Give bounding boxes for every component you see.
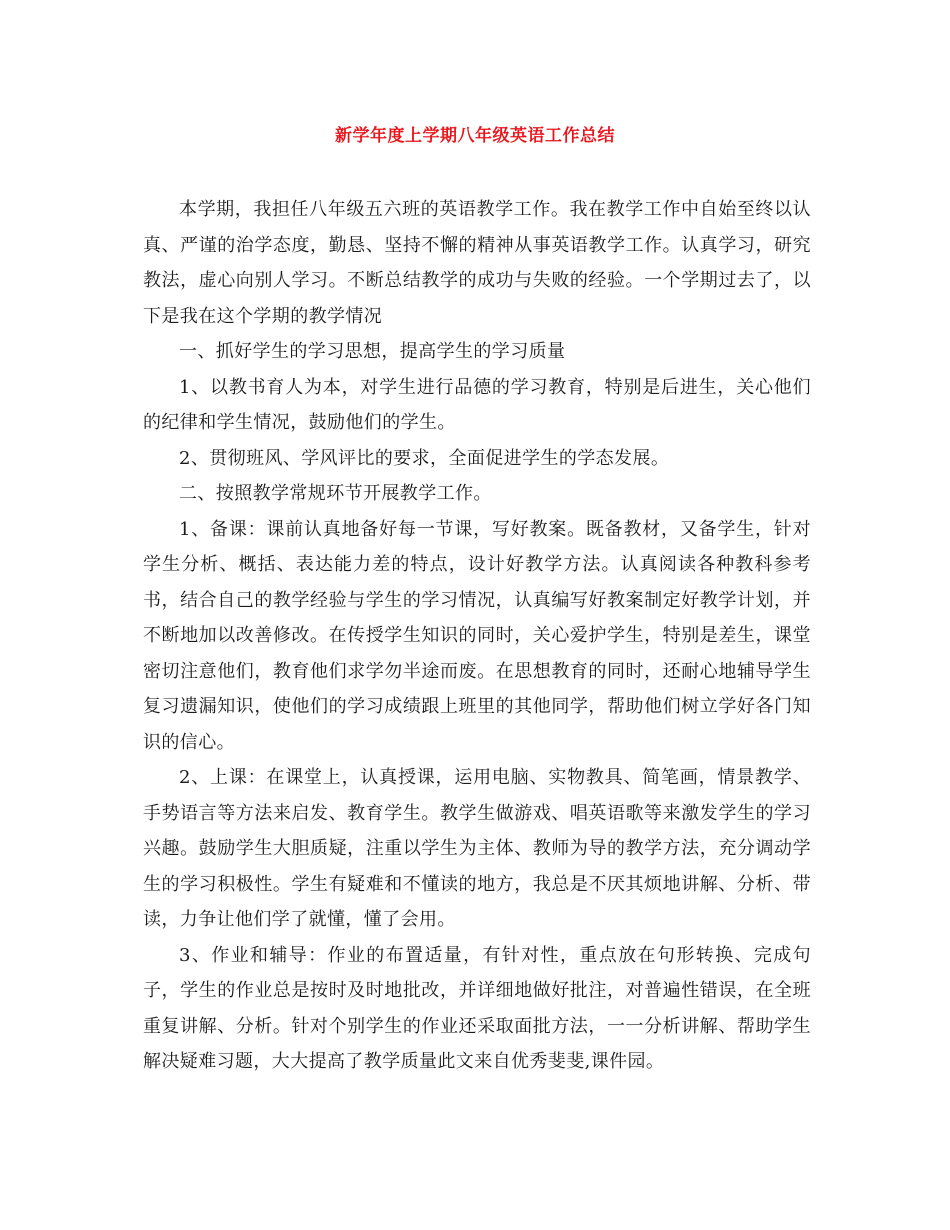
paragraph-item: 1、以教书育人为本，对学生进行品德的学习教育，特别是后进生，关心他们的纪律和学生情况，鼓励他们的学生。 [143,376,811,433]
paragraph-item: 1、备课：课前认真地备好每一节课，写好教案。既备教材，又备学生，针对学生分析、概括、表达能力差的特点，设计好教学方法。认真阅读各种教科参考书，结合自己的教学经验与学生的学习情况，认真编写好教案制定好教学计划，并不断地加以改善修改。在传授学生知识的同时，关心爱护学生，特别是差生，课堂密切注意他们，教育他们求学勿半途而废。在思想教育的同时，还耐心地辅导学生复习遗漏知识，使他们的学习成绩跟上班里的其他同学，帮助他们树立学好各门知识的信心。 [143,518,811,753]
document-body [143,192,811,1080]
paragraph-item: 3、作业和辅导：作业的布置适量，有针对性，重点放在句形转换、完成句子，学生的作业总是按时及时地批改，并详细地做好批注，对普遍性错误，在全班重复讲解、分析。针对个别学生的作业还采取面批方法，一一分析讲解、帮助学生解决疑难习题，大大提高了教学质量此文来自优秀斐斐,课件园。 [143,944,811,1072]
document-title: 新学年度上学期八年级英语工作总结 [335,126,615,146]
paragraph-intro: 本学期，我担任八年级五六班的英语教学工作。我在教学工作中自始至终以认真、严谨的治学态度，勤恳、坚持不懈的精神从事英语教学工作。认真学习，研究教法，虚心向别人学习。不断总结教学的成功与失败的经验。一个学期过去了，以下是我在这个学期的教学情况 [143,199,811,327]
paragraph-item: 2、贯彻班风、学风评比的要求，全面促进学生的学态发展。 [179,447,670,469]
section-heading-1: 一、抓好学生的学习思想，提高学生的学习质量 [179,341,566,362]
section-heading-2: 二、按照教学常规环节开展教学工作。 [179,483,492,504]
paragraph-item: 2、上课：在课堂上，认真授课，运用电脑、实物教具、简笔画，情景教学、手势语言等方法来启发、教育学生。教学生做游戏、唱英语歌等来激发学生的学习兴趣。鼓励学生大胆质疑，注重以学生为主体、教师为导的教学方法，充分调动学生的学习积极性。学生有疑难和不懂读的地方，我总是不厌其烦地讲解、分析、带读，力争让他们学了就懂，懂了会用。 [143,767,811,930]
